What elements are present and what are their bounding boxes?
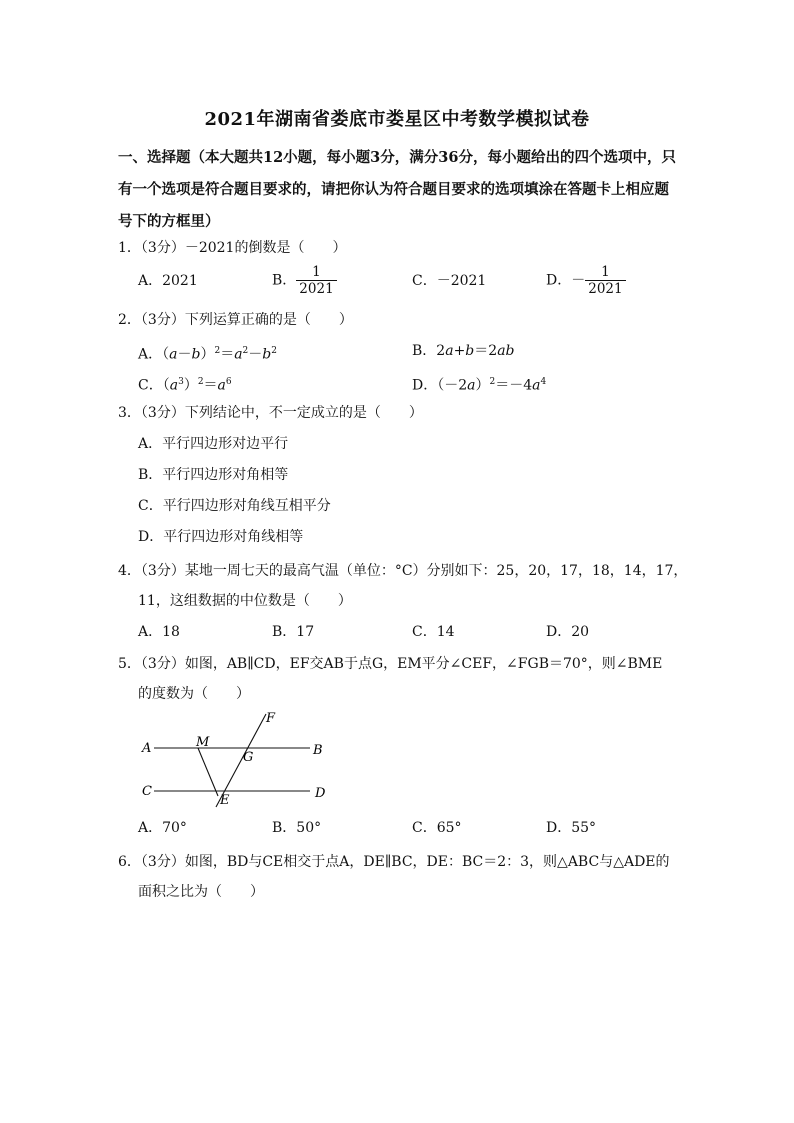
q1-option-b-fraction: $\frac{1}{2021}$ <box>296 264 336 297</box>
q3-option-c: C．平行四边形对角线互相平分 <box>138 498 331 514</box>
q5-option-c: C．65° <box>412 820 462 836</box>
label-a: A <box>142 741 152 756</box>
section-heading: 一、选择题（本大题共12小题，每小题3分，满分36分，每小题给出的四个选项中，只有一个选项是符合题目要求的，请把你认为符合题目要求的选项填涂在答题卡上相应题号下的方框里） <box>118 149 676 230</box>
label-f: F <box>266 711 276 726</box>
q6-stem-line1: 6．（3分）如图，BD与CE相交于点A，DE∥BC，DE：BC＝2：3，则△ABC与△ADE的 <box>118 854 670 870</box>
q2-option-d: D．$(-2a)^2=-4a^4$ <box>412 377 547 394</box>
q2-stem: 2．（3分）下列运算正确的是（ ） <box>118 312 353 328</box>
q5-option-d: D．55° <box>546 820 597 836</box>
label-e: E <box>220 793 230 808</box>
q3-option-a: A．平行四边形对边平行 <box>138 436 289 452</box>
q5-stem-line1: 5．（3分）如图，AB∥CD，EF交AB于点G，EM平分∠CEF，∠FGB＝70°，则∠BME <box>118 656 663 672</box>
line-em <box>198 748 218 796</box>
label-c: C <box>142 784 152 799</box>
q4-option-d: D．20 <box>546 624 590 640</box>
q1-option-c: C．－2021 <box>412 273 487 289</box>
q1-stem: 1．（3分）－2021的倒数是（ ） <box>118 240 347 256</box>
label-d: D <box>315 786 326 801</box>
q5-option-a: A．70° <box>138 820 187 836</box>
q5-geometry-figure <box>138 708 338 808</box>
q4-stem-line1: 4．（3分）某地一周七天的最高气温（单位：°C）分别如下：25，20，17，18，14，17， <box>118 563 688 579</box>
q5-stem-line2: 的度数为（ ） <box>138 686 250 702</box>
q2-option-a: A．$(a-b)^2=a^2-b^2$ <box>138 346 277 363</box>
q1-option-b: B． $\frac{1}{2021}$ <box>272 264 337 297</box>
label-b: B <box>313 743 323 758</box>
q3-option-d: D．平行四边形对角线相等 <box>138 529 304 545</box>
q4-option-b: B．17 <box>272 624 315 640</box>
label-g: G <box>243 750 254 765</box>
q1-option-d: D．－ $\frac{1}{2021}$ <box>546 264 626 297</box>
q6-stem-line2: 面积之比为（ ） <box>138 884 264 900</box>
q4-option-a: A．18 <box>138 624 180 640</box>
q1-option-a: A．2021 <box>138 273 198 289</box>
q4-stem-line2: 11，这组数据的中位数是（ ） <box>138 593 352 609</box>
q5-option-b: B．50° <box>272 820 322 836</box>
q2-option-c: C．$(a^3)^2=a^6$ <box>138 377 232 394</box>
q4-option-c: C．14 <box>412 624 455 640</box>
q3-option-b: B．平行四边形对角相等 <box>138 467 289 483</box>
page-title: 2021年湖南省娄底市娄星区中考数学模拟试卷 <box>204 109 590 130</box>
q2-option-b: B．2a+b＝2ab <box>412 343 515 359</box>
label-m: M <box>196 735 210 750</box>
q1-option-d-fraction: $\frac{1}{2021}$ <box>585 264 625 297</box>
q3-stem: 3．（3分）下列结论中，不一定成立的是（ ） <box>118 405 423 421</box>
